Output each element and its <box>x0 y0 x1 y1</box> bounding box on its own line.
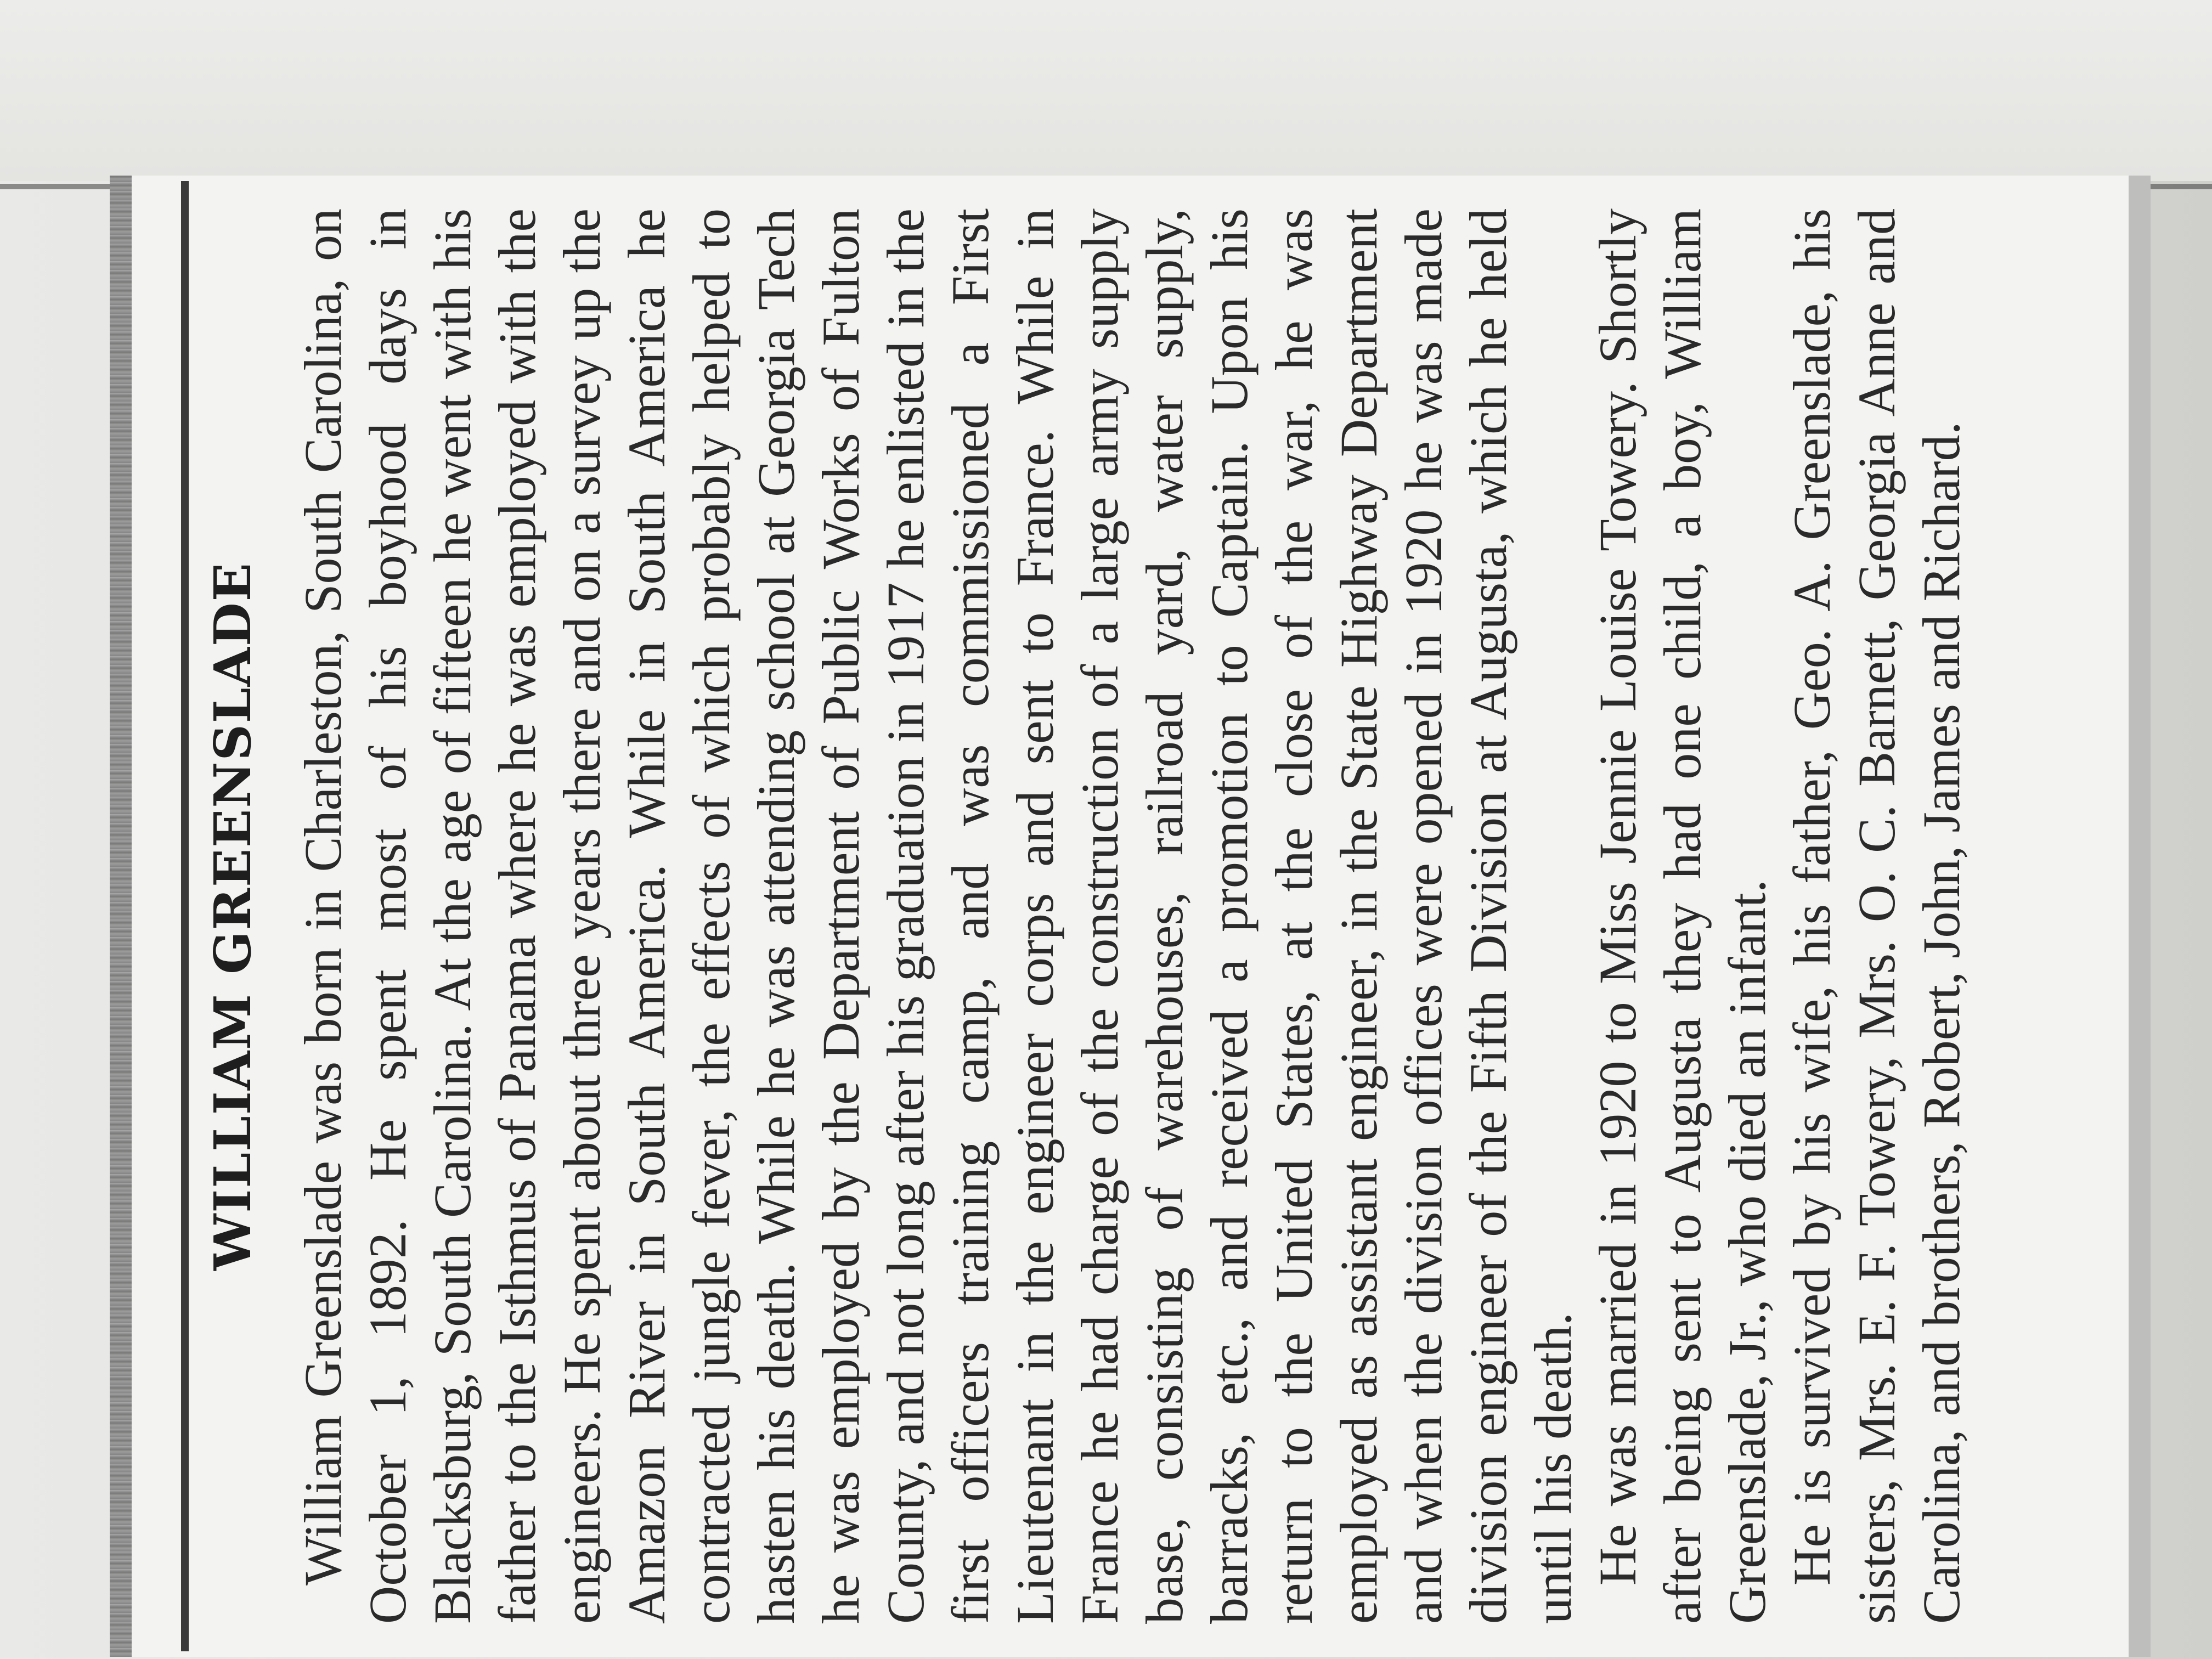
table-surface <box>0 0 2212 181</box>
headline-rule <box>181 181 189 1651</box>
newspaper-clipping <box>110 176 2151 1657</box>
bottom-edge <box>2129 176 2151 1657</box>
paragraph-marriage: He was married in 1920 to Miss Jennie Louise Towery. Shortly after being sent to Augusta they had one child, a boy, William Greenslade, Jr., who died an infant. <box>1588 208 1776 1624</box>
article-body <box>291 208 1974 1624</box>
top-border-rule <box>110 176 132 1657</box>
article-title: WILLIAM GREENSLADE <box>203 562 262 1271</box>
paragraph-biography: William Greenslade was born in Charleston, South Carolina, on October 1, 1892. He spent most of his boyhood days in Blacksburg, South Carolina. At the age of fifteen he went with his father to the Isthmus of Panama where he was employed with the engineers. He spent about three years there and on a survey up the Amazon River in South America. While in South America he contracted jungle fever, the effects of which probably helped to hasten his death. While he was attending school at Georgia Tech he was employed by the Department of Public Works of Fulton County, and not long after his graduation in 1917 he enlisted in the first officers training camp, and was commissioned a First Lieutenant in the engineer corps and sent to France. While in France he had charge of the construction of a large army supply base, consisting of warehouses, railroad yard, water supply, barracks, etc., and received a promotion to Captain. Upon his return to the United States, at the close of the war, he was employed as assistant engineer, in the State Highway Department and when the division offices were opened in 1920 he was made division engineer of the Fifth Division at Augusta, which he held until his death. <box>294 208 1582 1624</box>
paragraph-survivors: He is survived by his wife, his father, Geo. A. Greenslade, his sisters, Mrs. E. F. Towery, Mrs. O. C. Barnett, Georgia Anne and Carolina, and brothers, Robert, John, James and Richard. <box>1782 208 1971 1624</box>
